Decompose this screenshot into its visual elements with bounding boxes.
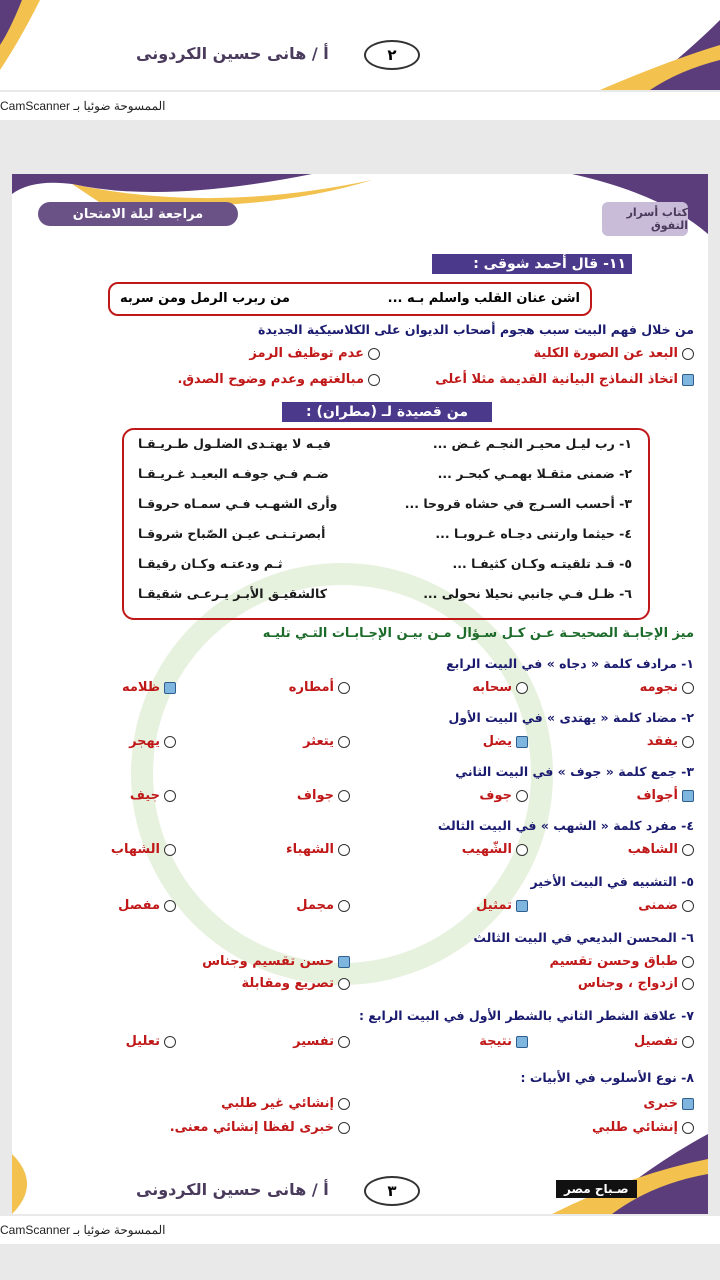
q8-option-4[interactable]: خبرى لفظا إنشائي معنى. — [170, 1120, 350, 1135]
q8-option-3[interactable]: إنشائي طلبي — [592, 1120, 694, 1135]
q1-option-4[interactable]: ظلامه — [122, 680, 176, 695]
q2-option-1[interactable]: يفقد — [647, 734, 694, 749]
author-name: أ / هانى حسين الكردونى — [136, 1180, 329, 1199]
q8-option-1[interactable]: خبرى — [643, 1096, 694, 1111]
radio-selected-icon — [682, 374, 694, 386]
q11-option-3[interactable]: اتخاذ النماذج البيانية القديمة مثلا أعلى — [435, 372, 694, 387]
q4-option-1[interactable]: الشاهب — [628, 842, 694, 857]
q5-option-1[interactable]: ضمنى — [638, 898, 694, 913]
poem-line: ٥- قـد تلقيتـه وكـان كثيفـا ... ثـم ودعتـه وكـان رقيقـا — [138, 556, 632, 571]
watermark-logo: صـباح مصر — [556, 1180, 637, 1198]
page-number: ٢ — [364, 40, 420, 70]
q1-option-3[interactable]: أمطاره — [289, 680, 350, 695]
radio-icon — [368, 348, 380, 360]
question-5: ٥- التشبيه في البيت الأخير — [530, 874, 694, 889]
verse-box — [108, 282, 592, 316]
poem-line: ٢- ضمنى مثقـلا بهمـي كبحـر ... ضـم فـي جوفـه البعيـد غـريـقـا — [138, 466, 632, 481]
camscanner-label: الممسوحة ضوئيا بـ CamScanner — [0, 1216, 720, 1244]
question-3: ٣- جمع كلمة « جوف » في البيت الثاني — [455, 764, 694, 779]
poem-heading: من قصيدة لـ (مطران) : — [282, 402, 492, 422]
q4-option-2[interactable]: الشّهيب — [462, 842, 528, 857]
q2-option-2[interactable]: يضل — [483, 734, 528, 749]
author-name: أ / هانى حسين الكردونى — [136, 44, 329, 63]
question-8: ٨- نوع الأسلوب في الأبيات : — [520, 1070, 694, 1085]
q7-option-4[interactable]: تعليل — [126, 1034, 176, 1049]
radio-icon — [368, 374, 380, 386]
q11-option-2[interactable]: عدم توظيف الرمز — [249, 346, 380, 361]
q3-option-4[interactable]: جيف — [130, 788, 176, 803]
question-7: ٧- علاقة الشطر الثاني بالشطر الأول في البيت الرابع : — [358, 1008, 694, 1023]
question-6: ٦- المحسن البديعي في البيت الثالث — [473, 930, 694, 945]
question-4: ٤- مفرد كلمة « الشهب » في البيت الثالث — [437, 818, 694, 833]
q6-option-4[interactable]: تصريع ومقابلة — [241, 976, 350, 991]
q4-option-3[interactable]: الشهباء — [286, 842, 350, 857]
radio-icon — [682, 348, 694, 360]
q7-option-3[interactable]: تفسير — [293, 1034, 350, 1049]
poem-line: ٤- حيثما وارتنى دجـاه غـروبـا ... أبصرتـنـى عيـن الصّباح شروقـا — [138, 526, 632, 541]
q11-option-4[interactable]: مبالغتهم وعدم وضوح الصدق. — [178, 372, 381, 387]
q8-option-2[interactable]: إنشائي غير طلبي — [221, 1096, 350, 1111]
poem-line: ٦- ظـل فـي جانبي نحيلا نحولى ... كالشقيـق الأبـر يـرعـى شقيقـا — [138, 586, 632, 601]
poem-line: ٣- أحسب السـرج في حشاه قروحا ... وأرى الشهـب فـي سمـاه حروقـا — [138, 496, 632, 511]
page-number: ٣ — [364, 1176, 420, 1206]
exam-page — [12, 174, 708, 1214]
q2-option-4[interactable]: يهجر — [129, 734, 176, 749]
poem-line: ١- رب ليـل محيـر النجـم غـض ... فيـه لا يهتـدى الضلـول طـريـقـا — [138, 436, 632, 451]
q11-heading: ١١- قال أحمد شوقى : — [432, 254, 632, 274]
q4-option-4[interactable]: الشهاب — [111, 842, 176, 857]
page-decoration — [0, 0, 720, 90]
q5-option-2[interactable]: تمثيل — [476, 898, 528, 913]
q1-option-1[interactable]: نجومه — [640, 680, 694, 695]
book-logo: كتاب أسرار التفوق — [602, 202, 688, 236]
q3-option-3[interactable]: جواف — [297, 788, 350, 803]
q5-option-3[interactable]: مجمل — [296, 898, 350, 913]
q6-option-1[interactable]: طباق وحسن تقسيم — [550, 954, 694, 969]
question-2: ٢- مضاد كلمة « يهتدى » في البيت الأول — [448, 710, 694, 725]
camscanner-label: الممسوحة ضوئيا بـ CamScanner — [0, 92, 720, 120]
q1-option-2[interactable]: سحابه — [472, 680, 528, 695]
q3-option-1[interactable]: أجواف — [636, 788, 694, 803]
instruction: ميز الإجابـة الصحيحـة عـن كـل سـؤال مـن بيـن الإجـابـات التـي تليـه — [262, 626, 694, 641]
q7-option-2[interactable]: نتيجة — [479, 1034, 528, 1049]
previous-page — [0, 0, 720, 90]
q11-option-1[interactable]: البعد عن الصورة الكلية — [534, 346, 695, 361]
q11-question: من خلال فهم البيت سبب هجوم أصحاب الديوان على الكلاسيكية الجديدة — [258, 322, 694, 337]
question-1: ١- مرادف كلمة « دجاه » في البيت الرابع — [446, 656, 694, 671]
q6-option-2[interactable]: حسن تقسيم وجناس — [202, 954, 350, 969]
q6-option-3[interactable]: ازدواج ، وجناس — [578, 976, 694, 991]
q3-option-2[interactable]: جوف — [479, 788, 528, 803]
q2-option-3[interactable]: يتعثر — [303, 734, 350, 749]
review-banner: مراجعة ليلة الامتحان — [38, 202, 238, 226]
q7-option-1[interactable]: تفصيل — [634, 1034, 694, 1049]
verse-left: من ربرب الرمل ومن سربه — [120, 291, 290, 306]
verse-right: اشن عنان القلب واسلم بـه ... — [387, 291, 580, 306]
q5-option-4[interactable]: مفصل — [118, 898, 176, 913]
